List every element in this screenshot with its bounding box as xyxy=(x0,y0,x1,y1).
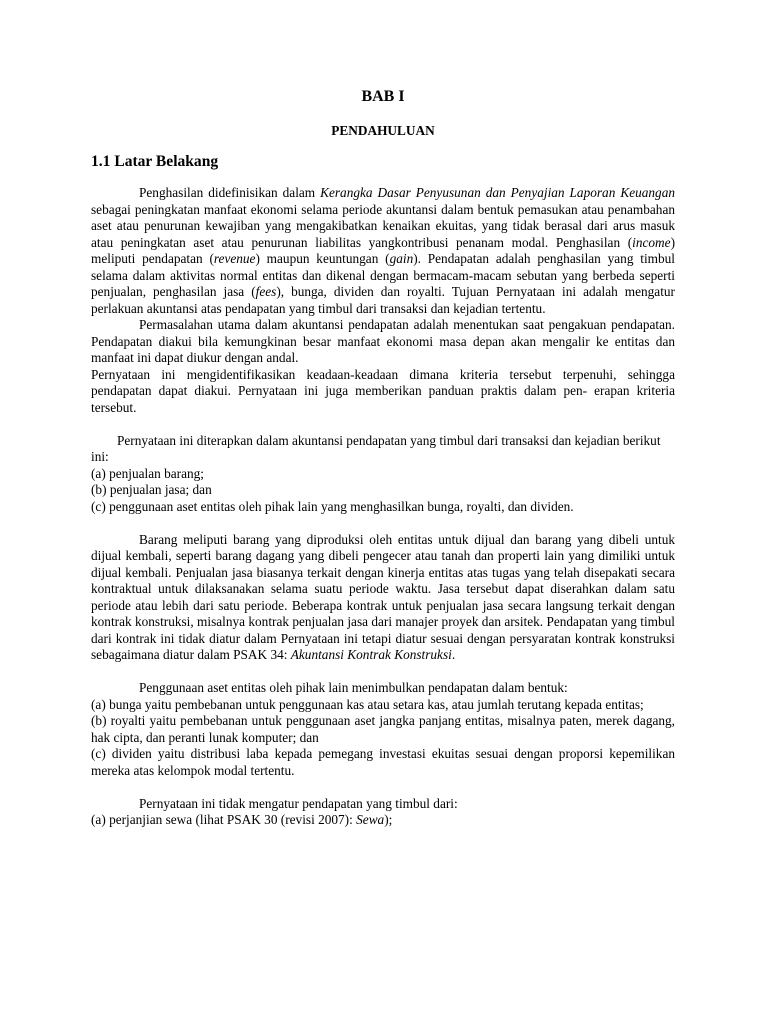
list-item: (a) penjualan barang; xyxy=(91,465,204,481)
paragraph-scope-intro: Pernyataan ini diterapkan dalam akuntansi pendapatan yang timbul dari transaksi dan kejadian berikut xyxy=(117,432,661,448)
list-item: (a) perjanjian sewa (lihat PSAK 30 (revisi 2007): Sewa); xyxy=(91,812,393,827)
section-heading: 1.1 Latar Belakang xyxy=(91,153,219,170)
spacer xyxy=(91,779,675,796)
paragraph-goods-services: Barang meliputi barang yang diproduksi oleh entitas untuk dijual dan barang yang dibeli untuk dijual kembali, seperti barang dagang yang dibeli pengecer atau tanah dan properti lain yang dimiliki untuk dijual kembali. Penjualan jasa biasanya terkait dengan kinerja entitas atas tugas yang telah disepakati secara kontraktual untuk dilaksanakan selama suatu periode waktu. Jasa tersebut dapat diserahkan dalam satu periode atau lebih dari satu periode. Beberapa kontrak untuk penjualan jasa secara langsung terkait dengan kontrak konstruksi, misalnya kontrak penjualan jasa dari manajer proyek dan arsitek. Pendapatan yang timbul dari kontrak ini tidak diatur dalam Pernyataan ini tetapi diatur sesuai dengan persyaratan kontrak konstruksi sebagaimana diatur dalam PSAK 34: Akuntansi Kontrak Konstruksi. xyxy=(91,531,675,662)
list-item: (c) penggunaan aset entitas oleh pihak lain yang menghasilkan bunga, royalti, dan dividen. xyxy=(91,498,574,514)
list-item: (a) bunga yaitu pembebanan untuk penggunaan kas atau setara kas, atau jumlah terutang kepada entitas; xyxy=(91,696,644,712)
body-text xyxy=(91,185,675,829)
chapter-subtitle: PENDAHULUAN xyxy=(331,123,435,138)
list-item: (b) royalti yaitu pembebanan untuk penggunaan aset jangka panjang entitas, misalnya paten, merek dagang, hak cipta, dan peranti lunak komputer; dan xyxy=(91,713,675,745)
paragraph-criteria: Pernyataan ini mengidentifikasikan keadaan-keadaan dimana kriteria tersebut terpenuhi, sehingga pendapatan dapat diakui. Pernyataan ini juga memberikan panduan praktis dalam pen- erapan kriteria tersebut. xyxy=(91,366,675,415)
paragraph-exclusions-intro: Pernyataan ini tidak mengatur pendapatan yang timbul dari: xyxy=(139,795,458,811)
spacer xyxy=(91,664,675,681)
spacer xyxy=(91,515,675,532)
list-item: (c) dividen yaitu distribusi laba kepada pemegang investasi ekuitas sesuai dengan proporsi kepemilikan mereka atas kelompok modal tertentu. xyxy=(91,746,675,778)
paragraph-income-definition: Penghasilan didefinisikan dalam Kerangka Dasar Penyusunan dan Penyajian Laporan Keuangan sebagai peningkatan manfaat ekonomi selama periode akuntansi dalam bentuk pemasukan atau penambahan aset atau penurunan kewajiban yang mengakibatkan kenaikan ekuitas, yang tidak berasal dari arus masuk atau peningkatan aset atau penurunan liabilitas yangkontribusi penanam modal. Penghasilan (income) meliputi pendapatan (revenue) maupun keuntungan (gain). Pendapatan adalah penghasilan yang timbul selama dalam aktivitas normal entitas dan dikenal dengan bermacam-macam sebutan yang berbeda seperti penjualan, penghasilan jasa (fees), bunga, dividen dan royalti. Tujuan Pernyataan ini adalah mengatur perlakuan akuntansi atas pendapatan yang timbul dari transaksi dan kejadian tertentu. xyxy=(91,185,675,316)
chapter-title: BAB I xyxy=(361,88,405,105)
paragraph-asset-use-intro: Penggunaan aset entitas oleh pihak lain menimbulkan pendapatan dalam bentuk: xyxy=(139,680,568,695)
paragraph-recognition-problem: Permasalahan utama dalam akuntansi pendapatan adalah menentukan saat pengakuan pendapatan. Pendapatan diakui bila kemungkinan besar manfaat ekonomi masa depan akan mengalir ke entitas dan manfaat ini dapat diukur dengan andal. xyxy=(91,317,675,365)
list-item: (b) penjualan jasa; dan xyxy=(91,482,212,497)
paragraph-scope-intro-cont: ini: xyxy=(91,449,109,464)
spacer xyxy=(91,416,675,433)
